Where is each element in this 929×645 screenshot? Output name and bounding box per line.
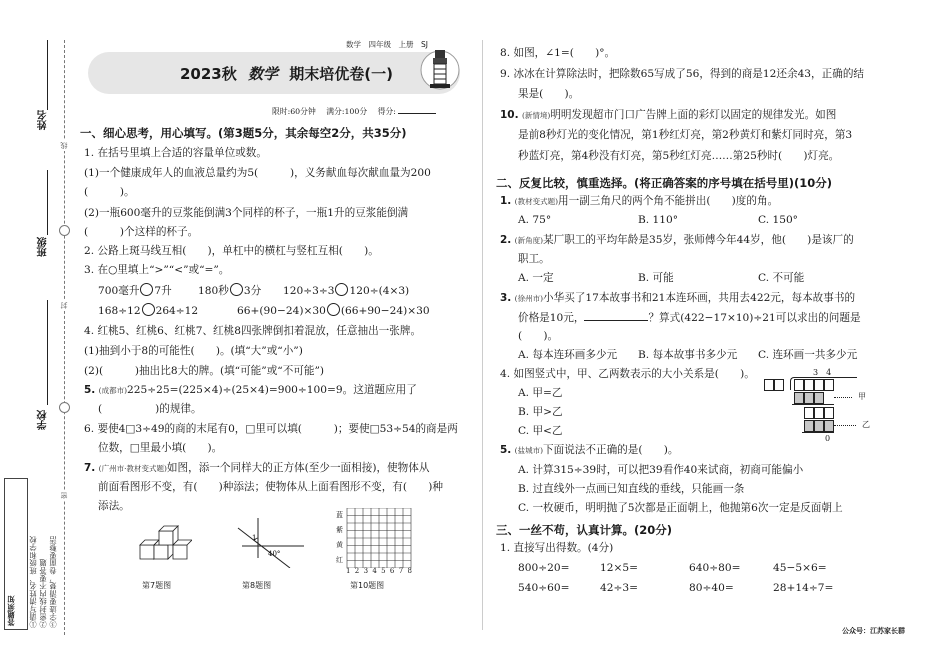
fig8-caption: 第8题图 <box>242 581 272 590</box>
s2-q1: 1. (教材变式题)用一副三角尺的两个角不能拼出( )度的角。 <box>500 195 779 207</box>
xtick: 4 <box>372 567 377 575</box>
fig10-colors <box>336 508 344 568</box>
note-2: ②密封线内不要答题 <box>38 558 47 628</box>
seal-circle-1 <box>59 225 70 236</box>
s2-q3-opt-b[interactable]: B. 每本故事书多少元 <box>638 349 738 361</box>
binding-margin <box>0 0 75 645</box>
compare-circle[interactable] <box>327 303 340 316</box>
xtick: 8 <box>407 567 412 575</box>
notes-title: 答题须知 <box>6 595 15 626</box>
s2-q3-blank[interactable] <box>584 310 648 321</box>
exam-meta <box>272 104 436 117</box>
s2-q2b: 职工。 <box>518 253 550 265</box>
s2-q5: 5. (盐城市)下面说法不正确的是( )。 <box>500 444 679 456</box>
s2-q2-opt-c[interactable]: C. 不可能 <box>758 272 805 284</box>
fig10-xticks <box>346 567 412 575</box>
q7-text: 如图，添一个同样大的正方体(至少一面相接)，使物体从 <box>166 462 430 474</box>
column-divider <box>482 40 483 630</box>
s2-q5-text: 下面说法不正确的是( )。 <box>543 444 679 456</box>
seal-circle-2 <box>59 402 70 413</box>
fig10-color-blue: 蓝 <box>336 511 343 519</box>
s2-q5-opt-a[interactable]: A. 计算315÷39时，可以把39看作40来试商，初商可能偏小 <box>518 464 804 476</box>
seal-mark-seal: 封 <box>60 302 68 309</box>
time-limit: 限时:60分钟 <box>272 107 316 116</box>
s1-q3: 3. 在○里填上“>”“<”或“=”。 <box>84 264 230 276</box>
compare-circle[interactable] <box>140 283 153 296</box>
section3-heading: 三、一丝不苟，认真计算。(20分) <box>496 523 673 537</box>
s2-q3b <box>518 310 861 325</box>
s1-q5: 5. (成都市)225÷25=(225×4)÷(25×4)=900÷100=9。这道题应用了 <box>84 384 417 396</box>
q4-division-figure <box>762 367 882 447</box>
q10b: 是前8秒灯光的变化情况，第1秒红灯亮，第2秒黄灯和紫灯同时亮，第3 <box>518 129 853 141</box>
s2-q5-opt-b[interactable]: B. 过直线外一点画已知直线的垂线，只能画一条 <box>518 483 745 495</box>
s2-q4-opt-c[interactable]: C. 甲<乙 <box>518 425 563 437</box>
s1-q1b: (2)一瓶600毫升的豆浆能倒满3个同样的杯子，一瓶1升的豆浆能倒满 <box>84 207 409 219</box>
s2-q4-opt-a[interactable]: A. 甲=乙 <box>518 387 563 399</box>
calc-4: 45−5×6= <box>773 562 827 574</box>
full-score: 满分:100分 <box>326 107 368 116</box>
section1-heading: 一、细心思考，用心填写。(第3题5分，其余每空2分，共35分) <box>80 126 407 140</box>
fig7-caption: 第7题图 <box>142 581 172 590</box>
subject-tag: 数学 四年级 上册 SJ <box>346 40 428 49</box>
s1-q4a: (1)抽到小于8的可能性( )。(填“大”或“小”) <box>84 345 303 357</box>
s1-q1a2: ( )。 <box>84 186 135 198</box>
score-label: 得分: <box>377 107 396 116</box>
s2-q3-opt-a[interactable]: A. 每本连环画多少元 <box>518 349 618 361</box>
cmp-d-left: 168÷12 <box>98 305 141 317</box>
q4-dividend-box2 <box>804 379 814 391</box>
calc-1: 800÷20= <box>518 562 570 574</box>
q4-yi-box2 <box>814 420 824 432</box>
s2-q3-tag: (徐州市) <box>514 294 544 303</box>
q5-tag: (成都市) <box>98 386 128 395</box>
fig10-grid <box>346 508 412 568</box>
seal-line <box>64 40 65 635</box>
footer-wechat: 公众号：江苏家长群 <box>842 627 905 635</box>
q4-rule2 <box>802 432 834 433</box>
s1-q2: 2. 公路上斑马线互相( )，单杠中的横杠与竖杠互相( )。 <box>84 245 379 257</box>
s1-q7b: 前面看图形不变，有( )种添法；使物体从上面看图形不变，有( )种 <box>98 481 443 493</box>
s2-q5-opt-c[interactable]: C. 一枚硬币，明明抛了5次都是正面朝上，他抛第6次一定是反面朝上 <box>518 502 843 514</box>
q5-text: 225÷25=(225×4)÷(25×4)=900÷100=9。这道题应用了 <box>127 384 417 396</box>
fig10-color-red: 红 <box>336 556 343 564</box>
s1-q1b2: ( )个这样的杯子。 <box>84 226 199 238</box>
s2-q2-tag: (新角度) <box>514 236 544 245</box>
xtick: 2 <box>354 567 360 575</box>
calc-2: 12×5= <box>600 562 638 574</box>
cmp-a-left: 700毫升 <box>98 285 140 297</box>
s2-q2-text: 某厂职工的平均年龄是35岁，张师傅今年44岁，他( )是该厂的 <box>543 234 854 246</box>
q4-quotient: 3 4 <box>813 368 832 377</box>
s1-q7c: 添法。 <box>98 500 130 512</box>
s1-q7: 7. (广州市·教材变式题)如图，添一个同样大的正方体(至少一面相接)，使物体从 <box>84 462 430 474</box>
cmp-e-left: 66+(90−24)×30 <box>237 305 326 317</box>
s2-q4-opt-b[interactable]: B. 甲>乙 <box>518 406 563 418</box>
cmp-d-right: 264÷12 <box>155 305 199 317</box>
s3-q1: 1. 直接写出得数。(4分) <box>500 542 614 554</box>
q4-divisor-box1 <box>764 379 774 391</box>
cmp-b-right: 3分 <box>243 285 262 297</box>
cmp-c-left: 120÷3÷3 <box>283 285 335 297</box>
s1-q3-row1 <box>98 283 172 298</box>
s2-q3c-text: ？算式(422−17×10)÷21可以求出的问题是 <box>648 312 861 324</box>
notes-box <box>4 478 28 630</box>
s2-q4: 4. 如图竖式中，甲、乙两数表示的大小关系是( )。 <box>500 368 755 380</box>
s1-q3-row1b <box>198 283 261 298</box>
xtick: 3 <box>363 567 369 575</box>
class-line <box>47 170 48 235</box>
q4-rule1 <box>792 404 834 405</box>
fig7-cubes <box>136 525 192 565</box>
s1-q1a: (1)一个健康成年人的血液总量约为5( )，义务献血每次献血量为200 <box>84 167 431 179</box>
calc-8: 28+14÷7= <box>773 582 834 594</box>
title-subject: 数学 <box>247 65 278 83</box>
q4-mid-box2 <box>814 407 824 419</box>
s2-q2-opt-b[interactable]: B. 可能 <box>638 272 674 284</box>
s2-q2: 2. (新角度)某厂职工的平均年龄是35岁，张师傅今年44岁，他( )是该厂的 <box>500 234 854 246</box>
school-line <box>47 300 48 405</box>
q4-zero: 0 <box>825 434 831 443</box>
fig10-caption: 第10题图 <box>350 581 385 590</box>
tower-logo-icon <box>420 40 460 96</box>
q4-jia-box3 <box>814 392 824 404</box>
q4-dividend-box3 <box>814 379 824 391</box>
fig10-color-purple: 紫 <box>336 526 343 534</box>
s1-q3-row2 <box>98 303 198 318</box>
s2-q1-text: 用一副三角尺的两个角不能拼出( )度的角。 <box>558 195 779 207</box>
q4-jia-box2 <box>804 392 814 404</box>
calc-7: 80÷40= <box>689 582 734 594</box>
q4-yi-leader <box>834 425 856 426</box>
s1-q6b: 位数，□里最小填( )。 <box>98 442 223 454</box>
s2-q3-text: 小华买了17本故事书和21本连环画，共用去422元，每本故事书的 <box>543 292 856 304</box>
q4-yi-label: 乙 <box>862 420 870 429</box>
s2-q1-tag: (教材变式题) <box>514 197 559 206</box>
s2-q1-opt-c[interactable]: C. 150° <box>758 214 798 226</box>
q10-tag: (新情境) <box>521 111 551 120</box>
xtick: 7 <box>398 567 404 575</box>
cmp-c-right: 120÷(4×3) <box>349 285 410 297</box>
title-main: 期末培优卷(一) <box>289 65 393 83</box>
q4-jia-box1 <box>794 392 804 404</box>
q10c: 秒蓝灯亮，第4秒没有灯亮，第5秒红灯亮……第25秒时( )灯亮。 <box>518 150 840 162</box>
title-year: 2023秋 <box>180 65 237 83</box>
q4-yi-box1 <box>804 420 814 432</box>
s2-q2-opt-a[interactable]: A. 一定 <box>518 272 554 284</box>
name-line <box>47 40 48 110</box>
seal-mark-tight: 密 <box>60 492 68 499</box>
name-label: 姓名 <box>38 110 49 130</box>
s1-q3-row2b <box>237 303 430 318</box>
q4-dividend-box1 <box>794 379 804 391</box>
fig10-color-yellow: 黄 <box>336 541 343 549</box>
fig8-angle-1: 1 <box>252 534 257 542</box>
seal-mark-line: 线 <box>60 142 68 149</box>
s1-q4b: (2)( )抽出比8大的牌。(填“可能”或“不可能”) <box>84 365 325 377</box>
q4-yi-box3 <box>824 420 834 432</box>
calc-5: 540÷60= <box>518 582 570 594</box>
s1-q4: 4. 红桃5、红桃6、红桃7、红桃8四张牌倒扣着混放，任意抽出一张牌。 <box>84 325 422 337</box>
q4-jia-label: 甲 <box>858 392 866 401</box>
s1-q5b: ( )的规律。 <box>98 403 202 415</box>
s2-q1-opt-b[interactable]: B. 110° <box>638 214 679 226</box>
xtick: 1 <box>346 567 351 575</box>
q9: 9. 冰冰在计算除法时，把除数65写成了56，得到的商是12还余43，正确的结 <box>500 68 865 80</box>
compare-circle[interactable] <box>335 283 348 296</box>
cmp-e-right: (66+90−24)×30 <box>340 305 430 317</box>
s2-q3b-text: 价格是10元， <box>518 312 585 324</box>
calc-3: 640÷80= <box>689 562 741 574</box>
school-label: 学校 <box>38 410 49 430</box>
cmp-b-left: 180秒 <box>198 285 229 297</box>
s2-q3: 3. (徐州市)小华买了17本故事书和21本连环画，共用去422元，每本故事书的 <box>500 292 856 304</box>
q4-divisor-box2 <box>774 379 784 391</box>
calc-6: 42÷3= <box>600 582 638 594</box>
q10-text: 明明发现超市门口广告牌上面的彩灯以固定的规律发光。如图 <box>550 109 837 121</box>
s1-q6: 6. 要使4□3÷49的商的末尾有0，□里可以填( )；要使□53÷54的商是两 <box>84 423 458 435</box>
s1-q3-row1c <box>283 283 409 298</box>
xtick: 6 <box>389 567 395 575</box>
q10: 10. (新情境)明明发现超市门口广告牌上面的彩灯以固定的规律发光。如图 <box>500 109 837 121</box>
score-blank[interactable] <box>398 104 436 114</box>
class-label: 班级 <box>38 237 49 257</box>
q4-jia-leader <box>834 397 852 398</box>
cmp-a-right: 7升 <box>154 285 172 297</box>
note-3: ③字迹要清楚，卷面要整洁 <box>48 535 57 628</box>
q7-tag: (广州市·教材变式题) <box>98 464 167 473</box>
page-title <box>180 63 393 84</box>
s2-q1-opt-a[interactable]: A. 75° <box>518 214 552 226</box>
compare-circle[interactable] <box>230 283 243 296</box>
q8: 8. 如图，∠1=( )°。 <box>500 47 616 59</box>
s2-q5-tag: (盐城市) <box>514 446 544 455</box>
section2-heading: 二、反复比较，慎重选择。(将正确答案的序号填在括号里)(10分) <box>496 176 833 190</box>
note-1: ①请写清姓名、班级和学校 <box>28 535 37 628</box>
q4-mid-box1 <box>804 407 814 419</box>
s1-q1: 1. 在括号里填上合适的容量单位或数。 <box>84 147 267 159</box>
s2-q3-opt-c[interactable]: C. 连环画一共多少元 <box>758 349 858 361</box>
compare-circle[interactable] <box>142 303 155 316</box>
fig8-angle <box>232 518 304 568</box>
fig8-angle-40: 40° <box>268 550 281 558</box>
q4-dividend-box4 <box>824 379 834 391</box>
xtick: 5 <box>381 567 386 575</box>
s2-q3d: ( )。 <box>518 330 559 342</box>
q4-mid-box3 <box>824 407 834 419</box>
q9b: 果是( )。 <box>518 88 580 100</box>
